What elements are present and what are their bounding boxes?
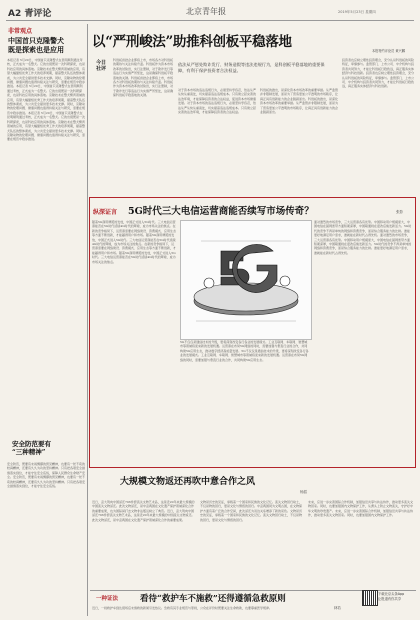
lead-body-4: 投资者也应树立理性投资理念，充分认识科创板的风险特征，审慎参与。监管部门、上市公司、中介机构与投资者共同努力，才能让科创板行稳致远，真正服务实体经济与科技创新。投资者也应树立理性投资理念，充分认识科创板的风险特征，审慎参与。监管部门、上市公司、中介机构与投资者共同努力，才能让科创板行稳致远，真正服务实体经济与科技创新。 [342, 58, 414, 89]
lead-summary: 依法从严惩处欺诈发行、财务造假等违法违规行为，是科创板平稳落地的重要保障，有利于保护投资者合法权益。 [178, 62, 325, 73]
middle-body-1: 近日，意大利向中国返还796件套流失文物艺术品，这是近20年来最大规模的中国流失文物返还。此次文物返还，是中意两国在文化遗产保护领域深化合作的重要成果，也为国际间打击文物非法贩运树立了典范。近日，意大利向中国返还796件套流失文物艺术品，这是近20年来最大规模的中国流失文物返还。此次文物返还，是中意两国在文化遗产保护领域深化合作的重要成果。 [92, 500, 195, 522]
lead-body-1: 科创板首批企业即将上市，市场各方对科创板的期待与关注持续升温。科创板作为资本市场改革的试验田，实行注册制，对于欺诈发行等违法行为实施严厉惩处，这是确保科创板平稳落地的关键。科创板首批企业即将上市，市场各方对科创板的期待与关注持续升温。科创板作为资本市场改革的试验田，实行注册制，对于欺诈发行等违法行为实施严厉惩处，这是确保科创板平稳落地的关键。 [113, 58, 173, 98]
left-body-text: 本报记者 5月20日，中国首只克隆警犬在昆明顺利通过考核，正式成为一名警犬。它的出现既是一次科研探索，也是科技应用的具体落地。克隆技术在警犬繁育领域的应用，有望大幅缩短优秀工作犬的培养周期，提高警犬队伍的整体素质，为公共安全提供更多技术支撑。同时，克隆动物的伦理问题、健康问题也值得持续关注与研究，需要在规范中稳步推进。本报记者 5月20日，中国首只克隆警犬在昆明顺利通过考核，正式成为一名警犬。它的出现既是一次科研探索，也是科技应用的具体落地。克隆技术在警犬繁育领域的应用，有望大幅缩短优秀工作犬的培养周期，提高警犬队伍的整体素质，为公共安全提供更多技术支撑。同时，克隆动物的伦理问题、健康问题也值得持续关注与研究，需要在规范中稳步推进。本报记者 5月20日，中国首只克隆警犬在昆明顺利通过考核，正式成为一名警犬。它的出现既是一次科研探索，也是科技应用的具体落地。克隆技术在警犬繁育领域的应用，有望大幅缩短优秀工作犬的培养周期，提高警犬队伍的整体素质，为公共安全提供更多技术支撑。同时，克隆动物的伦理问题、健康问题也值得持续关注与研究，需要在规范中稳步推进。 [7, 58, 85, 142]
feature-body-3: 面对激烈的市场竞争，三大运营商各有优势。中国移动用户规模庞大，中国电信在固网宽带方面积累深厚，中国联通则在混改后焕发新活力。5G时代的竞争不再是单纯的网络和资费竞争，而是综合服务能力的比拼。谁能更好地满足用户需求，谁就能在新时代占得先机。面对激烈的市场竞争，三大运营商各有优势。中国移动用户规模庞大，中国电信在固网宽带方面积累深厚，中国联通则在混改后焕发新活力。5G时代的竞争不再是单纯的网络和资费竞争，而是综合服务能力的比拼。谁能更好地满足用户需求，谁就能在新时代占得先机。 [314, 220, 412, 255]
qr-code-icon[interactable] [362, 590, 378, 606]
bottom-body: 近日，一则救护车到达现场后未施救的新闻引发热议。急救有其专业规范与原则，公众在评价时既要关注生命救助，也要尊重医学规律。 [92, 606, 273, 610]
column-tag: 今日社评 [96, 60, 107, 72]
column-divider [87, 24, 88, 616]
middle-body-2: 文物是历史的见证，承载着一个国家和民族的文化记忆。流失文物回归故土，不仅是物的回归，更是文化与情感的回归。中意两国同为文明古国，在文物保护方面有着广泛的合作空间，此次返还为双边关系增添了新的亮色。文物是历史的见证，承载着一个国家和民族的文化记忆。流失文物回归故土，不仅是物的回归，更是文化与情感的回归。 [200, 500, 303, 522]
feature-headline: 5G时代三大电信运营商能否续写市场传奇？ [128, 206, 314, 217]
masthead: 北京青年报 [186, 7, 226, 16]
middle-body-3: 未来，应进一步完善国际合作机制，加强信息共享与执法协作，推动更多流失文物回家。同时，也要加强国内文物保护工作，从源头上防止文物流失，守护好中华文明的珍贵遗产。未来，应进一步完善国际合作机制，加强信息共享与执法协作，推动更多流失文物回家。同时，也要加强国内文物保护工作。 [308, 500, 414, 518]
5g-cartoon-icon [181, 221, 311, 339]
feature-author: 张影 [396, 210, 403, 214]
middle-author: 杨韶 [300, 490, 307, 494]
lead-body-3: 科创板的推出，是深化资本市场改革的重要举措。从严监管并非限制发展，而是为了营造更加公平透明的市场秩序，让真正具有创新能力的企业脱颖而出。科创板的推出，是深化资本市场改革的重要举措。从严监管并非限制发展，而是为了营造更加公平透明的市场秩序，让真正具有创新能力的企业脱颖而出。 [260, 88, 338, 115]
left-title-2: 安全防范要有 “三种精神” [12, 440, 51, 456]
feature-body-1: 随着5G商用牌照的发放，中国正式进入5G时代。三大电信运营商能否在5G时代延续4G时代的辉煌，成为市场关注的焦点。在新的竞争格局下，运营商需要在网络建设、资费模式、应用生态等方面不断创新，才能赢得用户和市场。随着5G商用牌照的发放，中国正式进入5G时代。三大电信运营商能否在5G时代延续4G时代的辉煌，成为市场关注的焦点。在新的竞争格局下，运营商需要在网络建设、资费模式、应用生态等方面不断创新，才能赢得用户和市场。随着5G商用牌照的发放，中国正式进入5G时代。三大电信运营商能否在5G时代延续4G时代的辉煌，成为市场关注的焦点。 [92, 220, 176, 264]
bottom-headline: 看待“救护车不施救”还得遵循急救原则 [140, 594, 286, 604]
bottom-author: 林若 [334, 606, 341, 610]
lead-body-2: 对于资本市场的违法违规行为，必须坚持零容忍，依法从严从快从重查处，切实提高违法违规成本。只有建立起完善的法治环境，才能保障投资者的合法权益，促进资本市场健康发展。对于资本市场的违法违规行为，必须坚持零容忍，依法从严从快从重查处，切实提高违法违规成本。只有建立起完善的法治环境，才能保障投资者的合法权益。 [178, 88, 256, 115]
section-label: A2 青评论 [8, 9, 52, 19]
feature-body-2: 5G不仅仅是通信技术的升级，更将深刻改变各行各业的发展模式。工业互联网、车联网、智慧城市等领域将迎来新的发展机遇。运营商在布局5G网络的同时，需要加强与垂直行业的合作，共同构建5G应用生态，推动数字经济高质量发展。5G不仅仅是通信技术的升级，更将深刻改变各行各业的发展模式。工业互联网、车联网、智慧城市等领域将迎来新的发展机遇。运营商在布局5G网络的同时，需要加强与垂直行业的合作，共同构建5G应用生态。 [180, 340, 309, 362]
feature-tag: 纵深证言 [93, 209, 118, 216]
middle-headline: 大规模文物返还再吹中意合作之风 [120, 477, 256, 487]
bottom-tag: 一种证法 [96, 596, 119, 602]
qr-caption: 下载北京头条App 让报道有你共享 [378, 592, 405, 601]
left-body-text-2: 安全防范，既要有未雨绸缪的预见精神，也要有一丝不苟的较真精神，还要有久久为功的坚持精神。只有把各项安全措施落实到位，才能守住安全底线，保障人民群众生命财产安全。安全防范，既要有未雨绸缪的预见精神，也要有一丝不苟的较真精神，还要有久久为功的坚持精神。只有把各项安全措施落实到位，才能守住安全底线。 [7, 462, 85, 489]
lead-byline: 本报特约评论员 黄兴麟 [372, 49, 405, 53]
left-title: 中国首只克隆警犬 既是探索也是应用 [8, 36, 64, 54]
lead-headline: 以“严刑峻法”助推科创板平稳落地 [92, 34, 292, 50]
issue-date: 2019年5月23日 星期四 [338, 10, 376, 14]
opinion-tag: 非常观点 [8, 28, 33, 35]
feature-illustration [180, 220, 312, 340]
